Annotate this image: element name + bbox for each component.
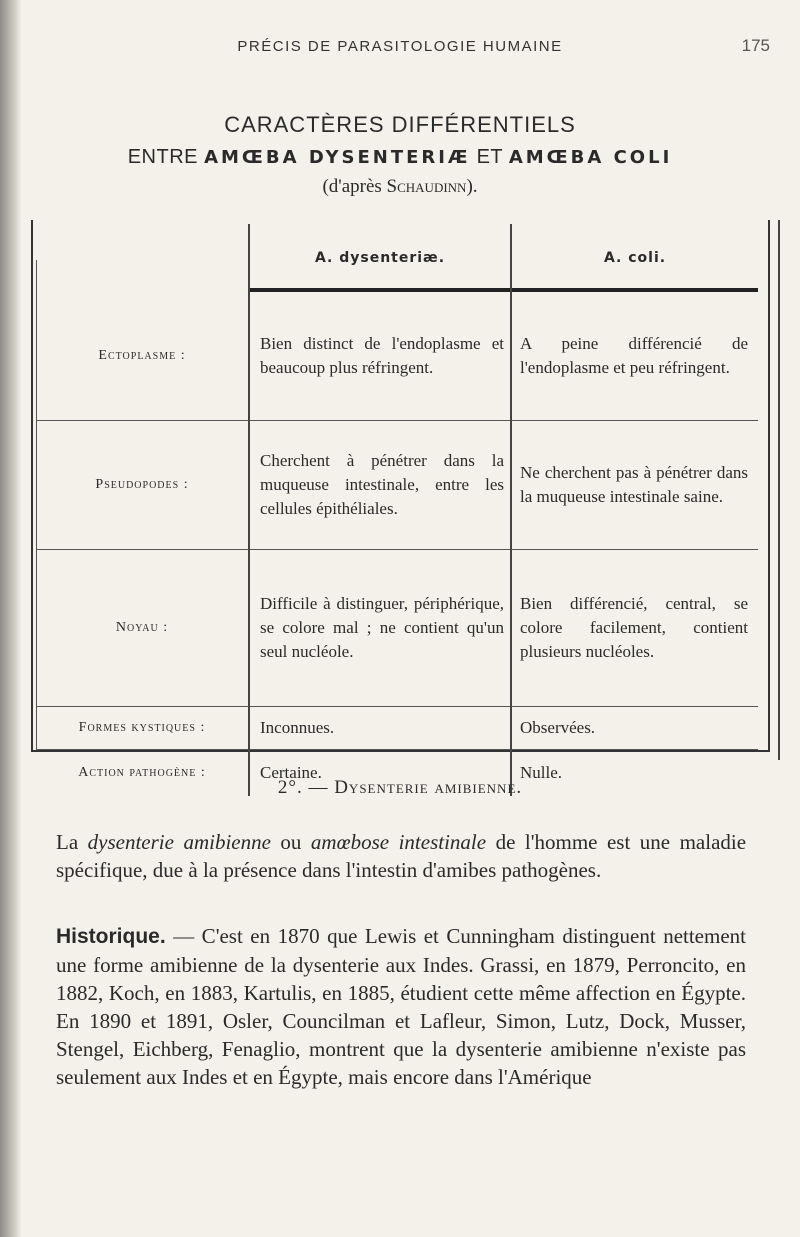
table-row [36, 550, 758, 707]
row-label: Pseudopodes : [36, 421, 249, 550]
table-row [36, 292, 758, 421]
table-rule-right [778, 220, 780, 760]
section-heading: 2°. — Dysenterie amibienne. [277, 777, 523, 798]
cell-a: Cherchent à pénétrer dans la muqueuse intestinale, entre les cellules épithéliales. [249, 421, 511, 550]
table-header-row [36, 224, 758, 292]
term-amoebose: amœbose intestinale [310, 830, 487, 854]
cell-a: Bien distinct de l'endoplasme et beaucoup plus réfringent. [249, 292, 511, 421]
table-source: (d'après Schaudinn). [322, 176, 478, 197]
paragraph-definition: La dysenterie amibienne ou amœbose intestinale de l'homme est une maladie spécifique, due à la présence dans l'intestin d'amibes pathogènes. [56, 830, 747, 882]
cell-b: Nulle. [511, 750, 758, 797]
page-number: 175 [741, 36, 770, 55]
cell-a: Difficile à distinguer, périphérique, se colore mal ; ne contient qu'un seul nucléole. [249, 550, 511, 707]
cell-b: A peine différencié de l'endoplasme et peu réfringent. [511, 292, 758, 421]
historique-heading: Historique. [56, 925, 166, 948]
cell-b: Ne cherchent pas à pénétrer dans la muqueuse intestinale saine. [511, 421, 758, 550]
header-a-coli: A. coli. [511, 224, 758, 292]
table-title-line1: CARACTÈRES DIFFÉRENTIELS [224, 112, 576, 137]
row-label: Formes kystiques : [36, 707, 249, 750]
table-row [36, 707, 758, 750]
term-dysenterie: dysenterie amibienne [87, 830, 271, 854]
cell-a: Certaine. [249, 750, 511, 797]
title-species-2: AMŒBA COLI [508, 147, 673, 168]
title-conj: ET [476, 146, 503, 168]
title-entre: ENTRE [127, 146, 199, 168]
table-row [36, 421, 758, 550]
header-a-dysenteriae: A. dysenteriæ. [249, 224, 511, 292]
comparison-table [36, 224, 758, 796]
title-species-1: AMŒBA DYSENTERIÆ [204, 147, 471, 168]
row-label: Ectoplasme : [36, 292, 249, 421]
table-title-line2 [0, 146, 800, 169]
cell-a: Inconnues. [249, 707, 511, 750]
paragraph-historique: Historique. — C'est en 1870 que Lewis et Cunningham distinguent nettement une forme amibienne de la dysenterie aux Indes. Grassi, en 1879, Perroncito, en 1882, Koch, en 1883, Kartulis, en 1885, étudient cette même affection en Égypte. En 1890 et 1891, Osler, Councilman et Lafleur, Simon, Lutz, Dock, Musser, Stengel, Eichberg, Fenaglio, montrent que la dysenterie amibienne n'existe pas seulement aux Indes et en Égypte, mais encore dans l'Amérique [56, 924, 746, 1089]
source-author: Schaudinn [386, 176, 467, 197]
running-title: PRÉCIS DE PARASITOLOGIE HUMAINE [237, 38, 563, 55]
cell-b: Bien différencié, central, se colore facilement, contient plusieurs nucléoles. [511, 550, 758, 707]
row-label: Action pathogène : [78, 765, 206, 780]
cell-b: Observées. [511, 707, 758, 750]
header-empty-cell [36, 224, 249, 292]
row-label: Noyau : [36, 550, 249, 707]
